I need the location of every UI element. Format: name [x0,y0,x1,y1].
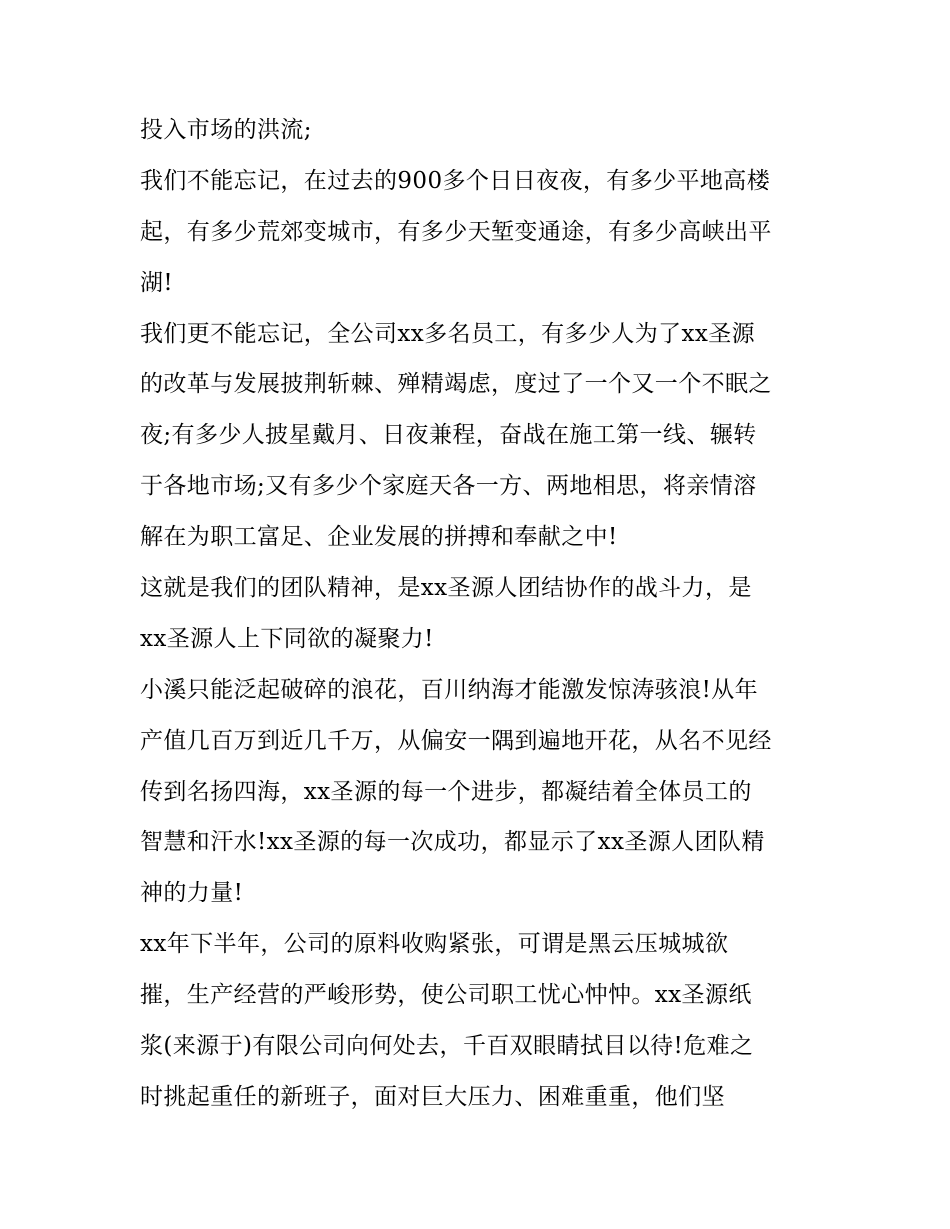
text-line: 产值几百万到近几千万，从偏安一隅到遍地开花，从名不见经 [140,727,772,754]
text-line: 我们不能忘记，在过去的900多个日日夜夜，有多少平地高楼 [140,167,771,194]
text-line: 我们更不能忘记，全公司xx多名员工，有多少人为了xx圣源 [140,320,756,347]
body-text [140,105,820,1123]
text-line: 这就是我们的团队精神，是xx圣源人团结协作的战斗力，是 [140,575,752,602]
text-line: 智慧和汗水!xx圣源的每一次成功，都显示了xx圣源人团队精 [140,829,765,856]
text-line: 解在为职工富足、企业发展的拼搏和奉献之中! [140,524,618,551]
text-line: 时挑起重任的新班子，面对巨大压力、困难重重，他们坚 [140,1083,725,1110]
text-line: 传到名扬四海，xx圣源的每一个进步，都凝结着全体员工的 [140,778,752,805]
text-line: 投入市场的洪流; [140,117,312,143]
text-line: 摧，生产经营的严峻形势，使公司职工忧心忡忡。xx圣源纸 [140,982,752,1009]
text-line: 小溪只能泛起破碎的浪花，百川纳海才能激发惊涛骇浪!从年 [140,676,759,703]
text-line: 夜;有多少人披星戴月、日夜兼程，奋战在施工第一线、辗转 [140,422,757,449]
text-line: 湖! [140,269,174,296]
text-line: 的改革与发展披荆斩棘、殚精竭虑，度过了一个又一个不眠之 [140,371,772,398]
text-line: 于各地市场;又有多少个家庭天各一方、两地相思，将亲情溶 [140,473,757,500]
text-line: xx圣源人上下同欲的凝聚力! [140,625,434,652]
text-line: 浆(来源于)有限公司向何处去，千百双眼睛拭目以待!危难之 [140,1033,754,1060]
text-line: 起，有多少荒郊变城市，有多少天堑变通途，有多少高峡出平 [140,218,772,245]
text-line: 神的力量! [140,880,244,907]
text-line: xx年下半年，公司的原料收购紧张，可谓是黑云压城城欲 [140,931,729,958]
